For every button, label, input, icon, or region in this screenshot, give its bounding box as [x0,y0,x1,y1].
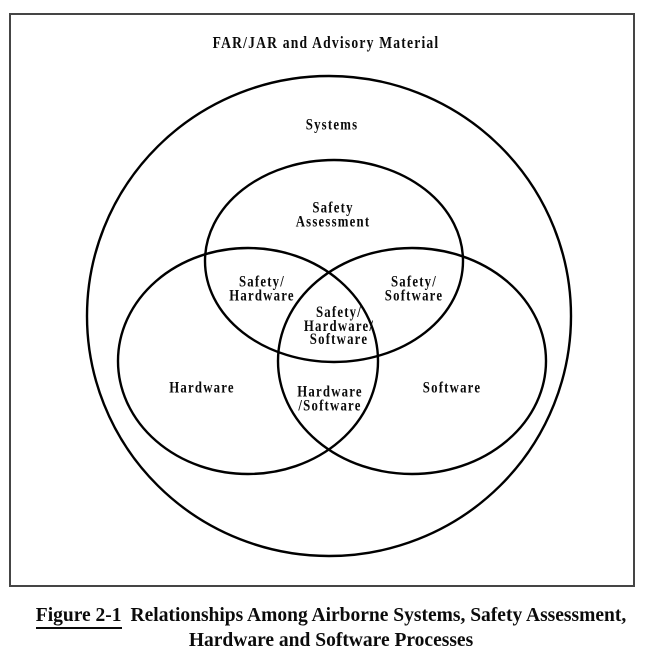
hardware-software-line-1: Hardware [297,383,363,401]
figure-caption [0,604,662,653]
safety-assessment-label [295,199,371,230]
safety-assessment-line-2: Assessment [295,213,371,230]
hardware-software-line-2: /Software [298,397,362,414]
hardware-label: Hardware [169,379,235,397]
caption-line-1 [0,604,662,629]
safety-hardware-software-line-2: Hardware/ [303,317,375,335]
caption-line-2: Hardware and Software Processes [188,629,474,651]
safety-software-line-1: Safety/ [390,273,438,291]
software-label: Software [422,379,482,397]
diagram-title: FAR/JAR and Advisory Material [212,33,440,52]
safety-hardware-line-2: Hardware [229,287,295,304]
safety-hardware-label [229,273,295,304]
safety-hardware-software-label [303,303,375,348]
safety-software-label [384,273,444,304]
safety-hardware-software-line-1: Safety/ [315,303,363,321]
safety-hardware-software-line-3: Software [309,330,369,348]
caption-text-1: Relationships Among Airborne Systems, Safety Assessment, [130,605,627,626]
safety-software-line-2: Software [384,287,444,304]
figure-number: Figure 2-1 [36,605,122,629]
safety-assessment-line-1: Safety [312,199,354,217]
safety-hardware-line-1: Safety/ [238,273,286,291]
hardware-software-label [297,383,363,414]
systems-label: Systems [305,116,359,134]
